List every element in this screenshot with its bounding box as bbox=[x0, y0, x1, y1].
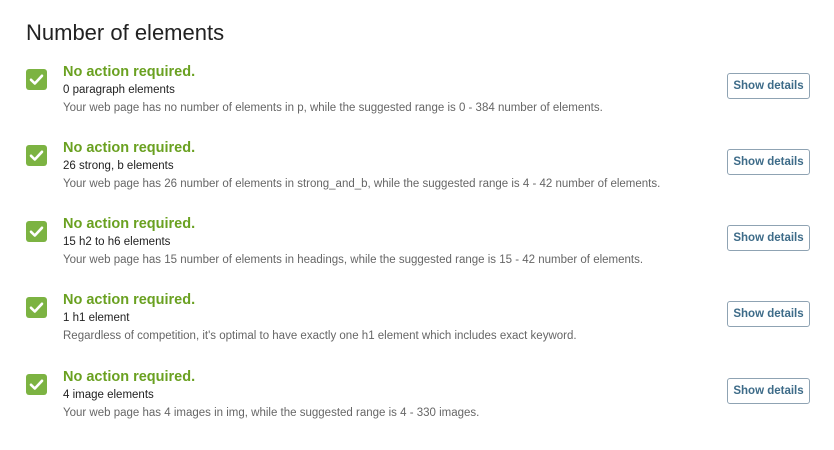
status-text: No action required. bbox=[63, 216, 196, 232]
item-description: Regardless of competition, it's optimal to have exactly one h1 element which includes exact keyword. bbox=[63, 330, 577, 342]
item-description: Your web page has 26 number of elements in strong_and_b, while the suggested range is 4 - 42 number of elements. bbox=[63, 178, 661, 190]
status-text: No action required. bbox=[63, 369, 196, 385]
show-details-button[interactable]: Show details bbox=[727, 378, 810, 404]
check-icon bbox=[26, 297, 47, 318]
status-text: No action required. bbox=[63, 292, 196, 308]
result-item-h1 bbox=[26, 291, 810, 351]
item-label: 26 strong, b elements bbox=[63, 160, 174, 172]
item-label: 0 paragraph elements bbox=[63, 84, 175, 96]
item-label: 1 h1 element bbox=[63, 312, 130, 324]
status-text: No action required. bbox=[63, 140, 196, 156]
check-icon bbox=[26, 221, 47, 242]
status-text: No action required. bbox=[63, 64, 196, 80]
show-details-button[interactable]: Show details bbox=[727, 301, 810, 327]
item-label: 4 image elements bbox=[63, 389, 154, 401]
item-description: Your web page has 4 images in img, while the suggested range is 4 - 330 images. bbox=[63, 407, 480, 419]
check-icon bbox=[26, 145, 47, 166]
item-label: 15 h2 to h6 elements bbox=[63, 236, 171, 248]
result-item-strong-b bbox=[26, 139, 810, 199]
item-description: Your web page has 15 number of elements in headings, while the suggested range is 15 - 42 number of elements. bbox=[63, 254, 644, 266]
result-item-headings bbox=[26, 215, 810, 275]
show-details-button[interactable]: Show details bbox=[727, 73, 810, 99]
check-icon bbox=[26, 69, 47, 90]
show-details-button[interactable]: Show details bbox=[727, 225, 810, 251]
item-description: Your web page has no number of elements in p, while the suggested range is 0 - 384 number of elements. bbox=[63, 102, 603, 114]
result-item-images bbox=[26, 368, 810, 428]
result-item-paragraph bbox=[26, 63, 810, 123]
check-icon bbox=[26, 374, 47, 395]
show-details-button[interactable]: Show details bbox=[727, 149, 810, 175]
section-title: Number of elements bbox=[26, 20, 225, 45]
